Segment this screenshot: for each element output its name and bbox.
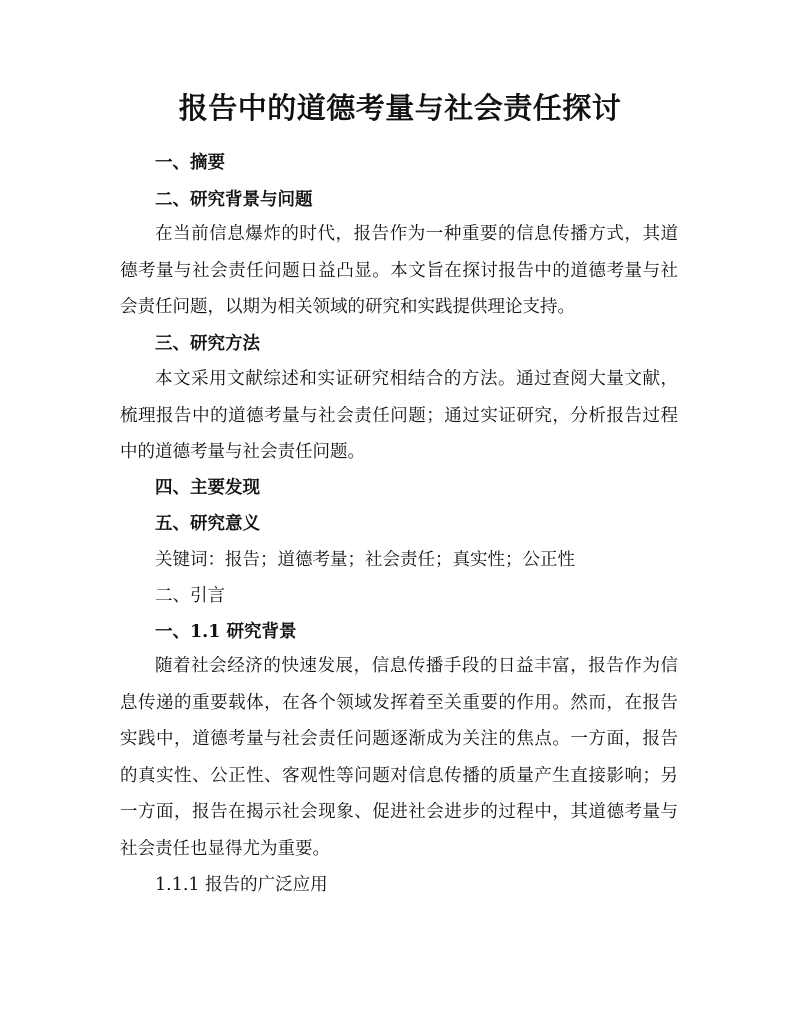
keywords-line: 关键词：报告；道德考量；社会责任；真实性；公正性 — [155, 550, 575, 570]
document-title: 报告中的道德考量与社会责任探讨 — [178, 91, 622, 125]
paragraph-background: 在当前信息爆炸的时代，报告作为一种重要的信息传播方式，其道德考量与社会责任问题日益凸显。本文旨在探讨报告中的道德考量与社会责任问题，以期为相关领域的研究和实践提供理论支持。 — [120, 224, 678, 317]
heading-introduction: 二、引言 — [155, 586, 225, 606]
paragraph-1-1: 随着社会经济的快速发展，信息传播手段的日益丰富，报告作为信息传递的重要载体，在各个领域发挥着至关重要的作用。然而，在报告实践中，道德考量与社会责任问题逐渐成为关注的焦点。一方面，报告的真实性、公正性、客观性等问题对信息传播的质量产生直接影响；另一方面，报告在揭示社会现象、促进社会进步的过程中，其道德考量与社会责任也显得尤为重要。 — [120, 656, 678, 859]
heading-1-1-1: 1.1.1 报告的广泛应用 — [155, 875, 328, 895]
heading-background: 二、研究背景与问题 — [155, 190, 313, 210]
heading-method: 三、研究方法 — [155, 334, 260, 354]
paragraph-method: 本文采用文献综述和实证研究相结合的方法。通过查阅大量文献，梳理报告中的道德考量与社会责任问题；通过实证研究，分析报告过程中的道德考量与社会责任问题。 — [120, 369, 678, 462]
heading-findings: 四、主要发现 — [155, 478, 260, 498]
heading-abstract: 一、摘要 — [155, 153, 225, 173]
heading-1-1: 一、1.1 研究背景 — [155, 622, 297, 642]
heading-significance: 五、研究意义 — [155, 514, 260, 534]
